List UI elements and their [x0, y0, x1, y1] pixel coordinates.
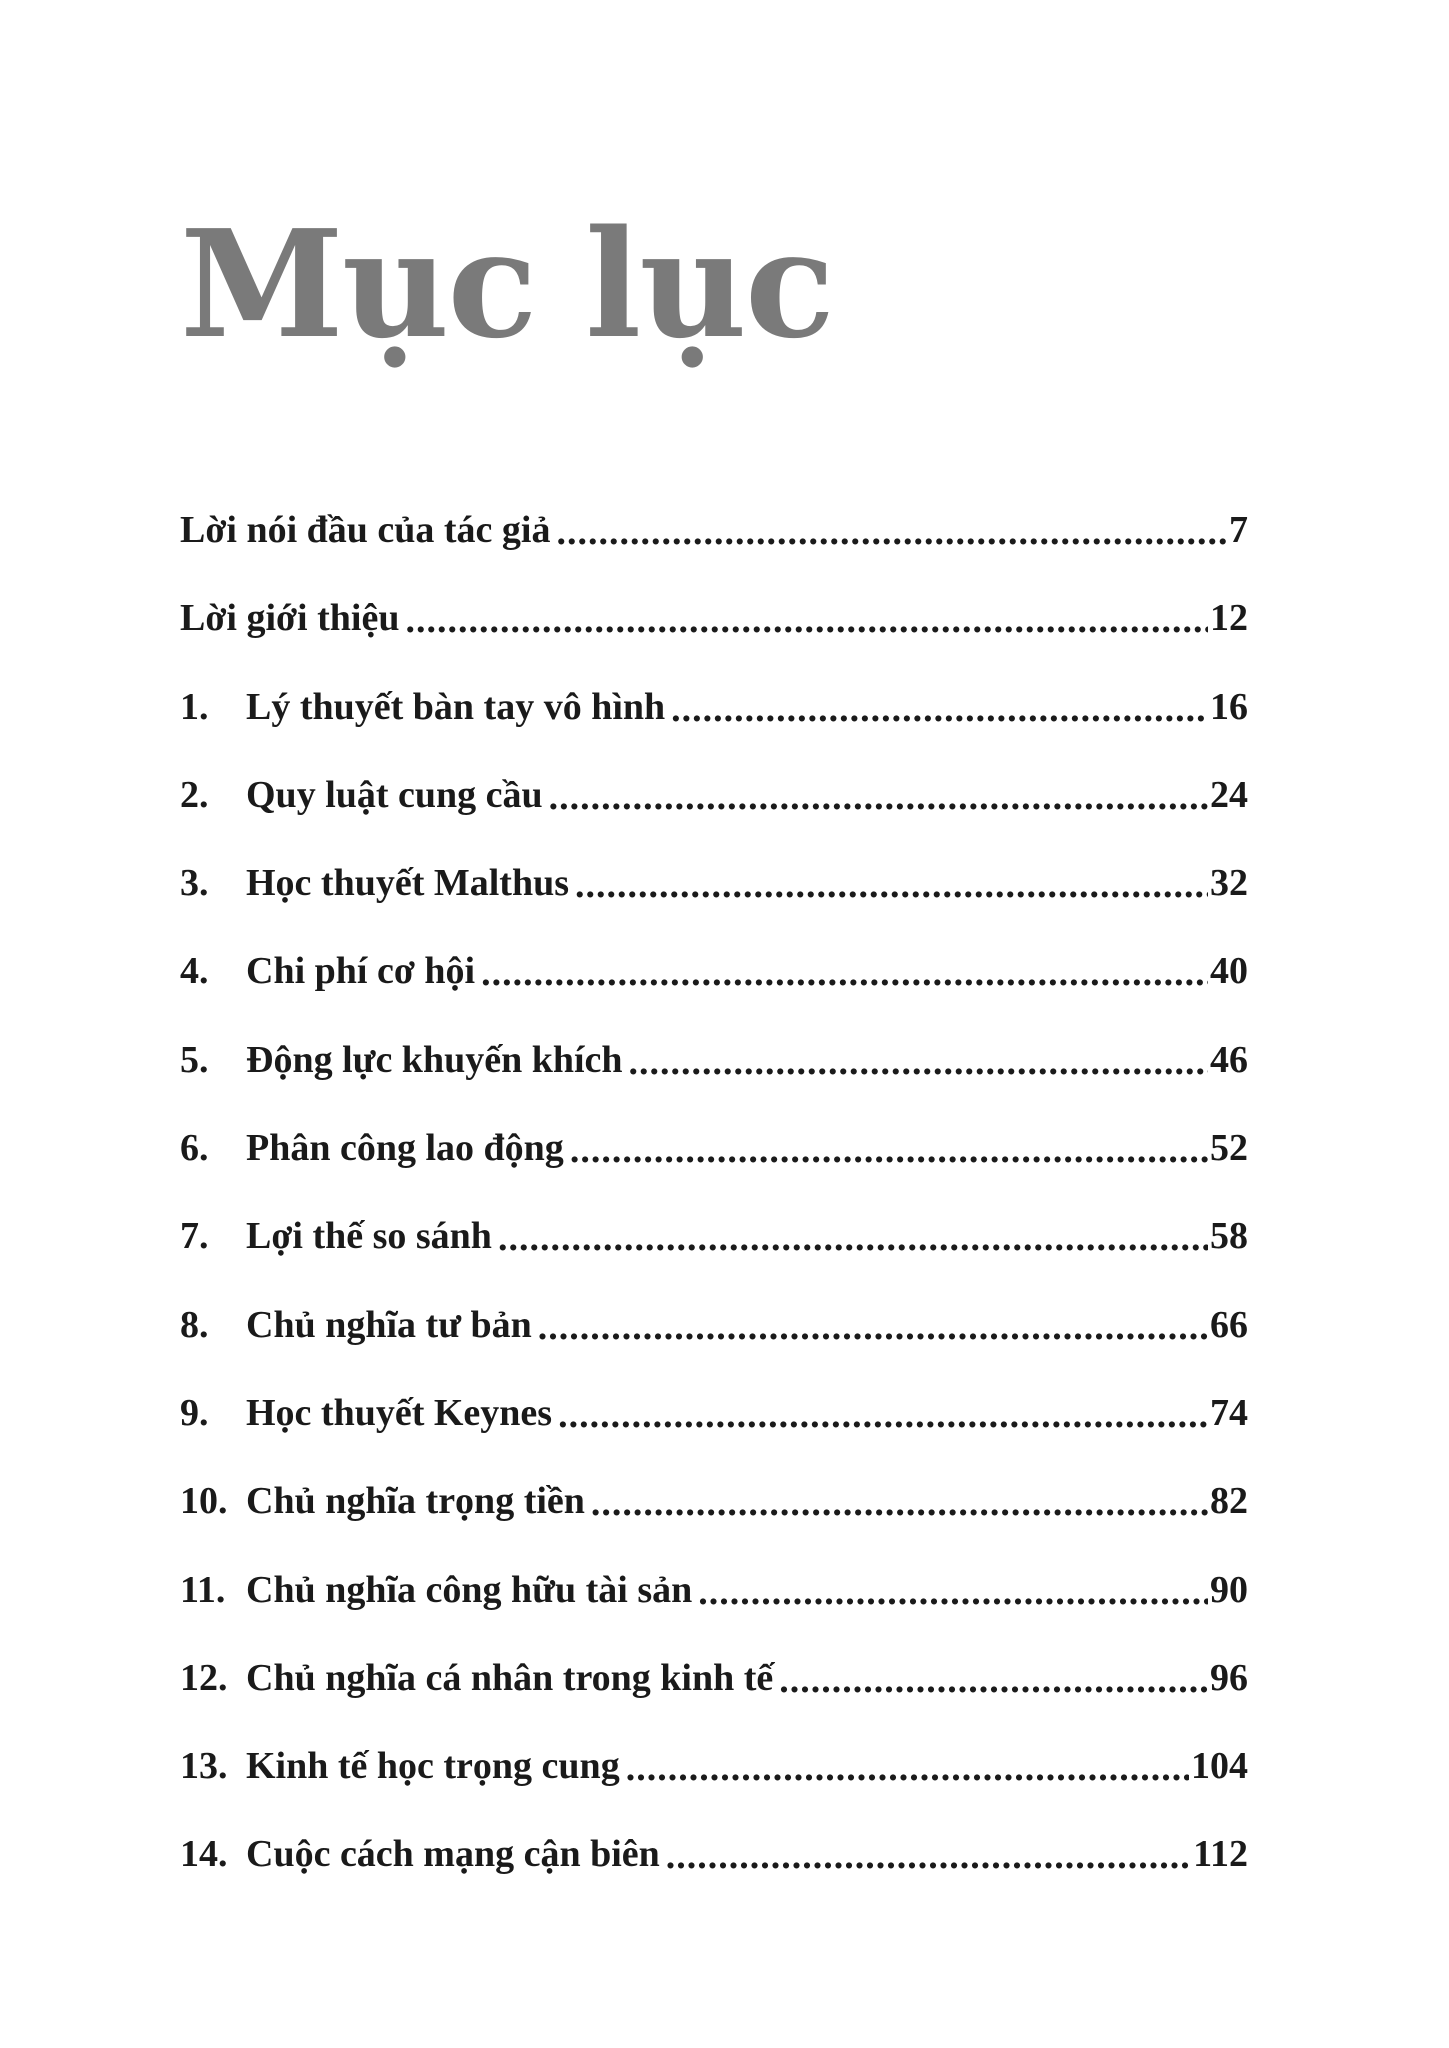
toc-dot-leader — [698, 1570, 1208, 1616]
toc-dot-leader — [481, 951, 1208, 997]
toc-entry-label: Chủ nghĩa tư bản — [246, 1303, 532, 1346]
toc-entry-label: Động lực khuyến khích — [246, 1038, 623, 1081]
toc-entry-page: 58 — [1210, 1215, 1248, 1258]
toc-entry-number: 7. — [180, 1215, 209, 1258]
toc-entry-11[interactable] — [180, 1568, 1248, 1656]
toc-entry-label: Quy luật cung cầu — [246, 773, 543, 816]
toc-dot-leader — [405, 598, 1208, 644]
toc-entry-page: 24 — [1210, 773, 1248, 816]
toc-entry-page: 40 — [1210, 950, 1248, 993]
toc-entry-label: Lý thuyết bàn tay vô hình — [246, 685, 666, 728]
toc-entry-label: Phân công lao động — [246, 1127, 564, 1170]
toc-entry-10[interactable] — [180, 1479, 1248, 1567]
toc-entry-page: 52 — [1210, 1127, 1248, 1170]
toc-dot-leader — [549, 775, 1208, 821]
toc-entry-14[interactable] — [180, 1832, 1248, 1920]
toc-entry-page: 104 — [1191, 1745, 1248, 1788]
toc-entry-2[interactable] — [180, 773, 1248, 861]
page-title: Mục lục — [180, 197, 834, 371]
toc-dot-leader — [626, 1746, 1189, 1792]
toc-entry-4[interactable] — [180, 949, 1248, 1037]
toc-entry-number: 8. — [180, 1303, 209, 1346]
toc-entry-number: 9. — [180, 1391, 209, 1434]
toc-entry-page: 7 — [1229, 509, 1248, 551]
toc-entry-page: 16 — [1210, 685, 1248, 728]
toc-entry-number: 11. — [180, 1568, 226, 1611]
toc-entry-label: Cuộc cách mạng cận biên — [246, 1833, 660, 1876]
toc-entry-preface[interactable] — [180, 508, 1248, 596]
toc-dot-leader — [575, 863, 1208, 909]
toc-entry-5[interactable] — [180, 1038, 1248, 1126]
toc-dot-leader — [666, 1834, 1191, 1880]
toc-entry-label: Lời giới thiệu — [180, 597, 400, 640]
toc-dot-leader — [779, 1658, 1208, 1704]
toc-dot-leader — [671, 687, 1208, 733]
toc-entry-number: 1. — [180, 685, 209, 728]
toc-entry-number: 4. — [180, 950, 209, 993]
toc-entry-page: 112 — [1193, 1833, 1248, 1876]
toc-entry-6[interactable] — [180, 1126, 1248, 1214]
toc-entry-page: 82 — [1210, 1480, 1248, 1523]
toc-entry-3[interactable] — [180, 861, 1248, 949]
table-of-contents — [180, 508, 1248, 1921]
toc-entry-number: 14. — [180, 1833, 228, 1876]
toc-entry-label: Chi phí cơ hội — [246, 950, 476, 993]
toc-entry-label: Chủ nghĩa công hữu tài sản — [246, 1568, 693, 1611]
toc-entry-8[interactable] — [180, 1303, 1248, 1391]
toc-entry-number: 6. — [180, 1127, 209, 1170]
toc-entry-label: Học thuyết Malthus — [246, 862, 569, 905]
toc-entry-label: Chủ nghĩa trọng tiền — [246, 1480, 585, 1523]
toc-dot-leader — [558, 1393, 1208, 1439]
toc-entry-label: Lợi thế so sánh — [246, 1215, 492, 1258]
toc-entry-introduction[interactable] — [180, 596, 1248, 684]
toc-dot-leader — [498, 1216, 1208, 1262]
toc-dot-leader — [538, 1305, 1208, 1351]
toc-entry-12[interactable] — [180, 1656, 1248, 1744]
toc-entry-page: 12 — [1210, 597, 1248, 640]
toc-entry-label: Học thuyết Keynes — [246, 1391, 553, 1434]
toc-entry-1[interactable] — [180, 685, 1248, 773]
toc-dot-leader — [570, 1128, 1208, 1174]
toc-entry-page: 96 — [1210, 1656, 1248, 1699]
toc-entry-7[interactable] — [180, 1214, 1248, 1302]
toc-entry-number: 10. — [180, 1480, 228, 1523]
toc-entry-page: 46 — [1210, 1038, 1248, 1081]
toc-entry-number: 13. — [180, 1745, 228, 1788]
toc-entry-page: 66 — [1210, 1303, 1248, 1346]
toc-entry-number: 2. — [180, 773, 209, 816]
toc-dot-leader — [629, 1040, 1208, 1086]
toc-entry-page: 32 — [1210, 862, 1248, 905]
toc-entry-number: 5. — [180, 1038, 209, 1081]
toc-dot-leader — [556, 510, 1227, 556]
toc-entry-number: 3. — [180, 862, 209, 905]
toc-dot-leader — [591, 1481, 1208, 1527]
toc-entry-page: 90 — [1210, 1568, 1248, 1611]
toc-entry-label: Chủ nghĩa cá nhân trong kinh tế — [246, 1656, 774, 1699]
toc-entry-9[interactable] — [180, 1391, 1248, 1479]
toc-entry-13[interactable] — [180, 1744, 1248, 1832]
toc-entry-label: Lời nói đầu của tác giả — [180, 509, 551, 551]
toc-entry-page: 74 — [1210, 1391, 1248, 1434]
toc-entry-number: 12. — [180, 1656, 228, 1699]
toc-entry-label: Kinh tế học trọng cung — [246, 1745, 620, 1788]
